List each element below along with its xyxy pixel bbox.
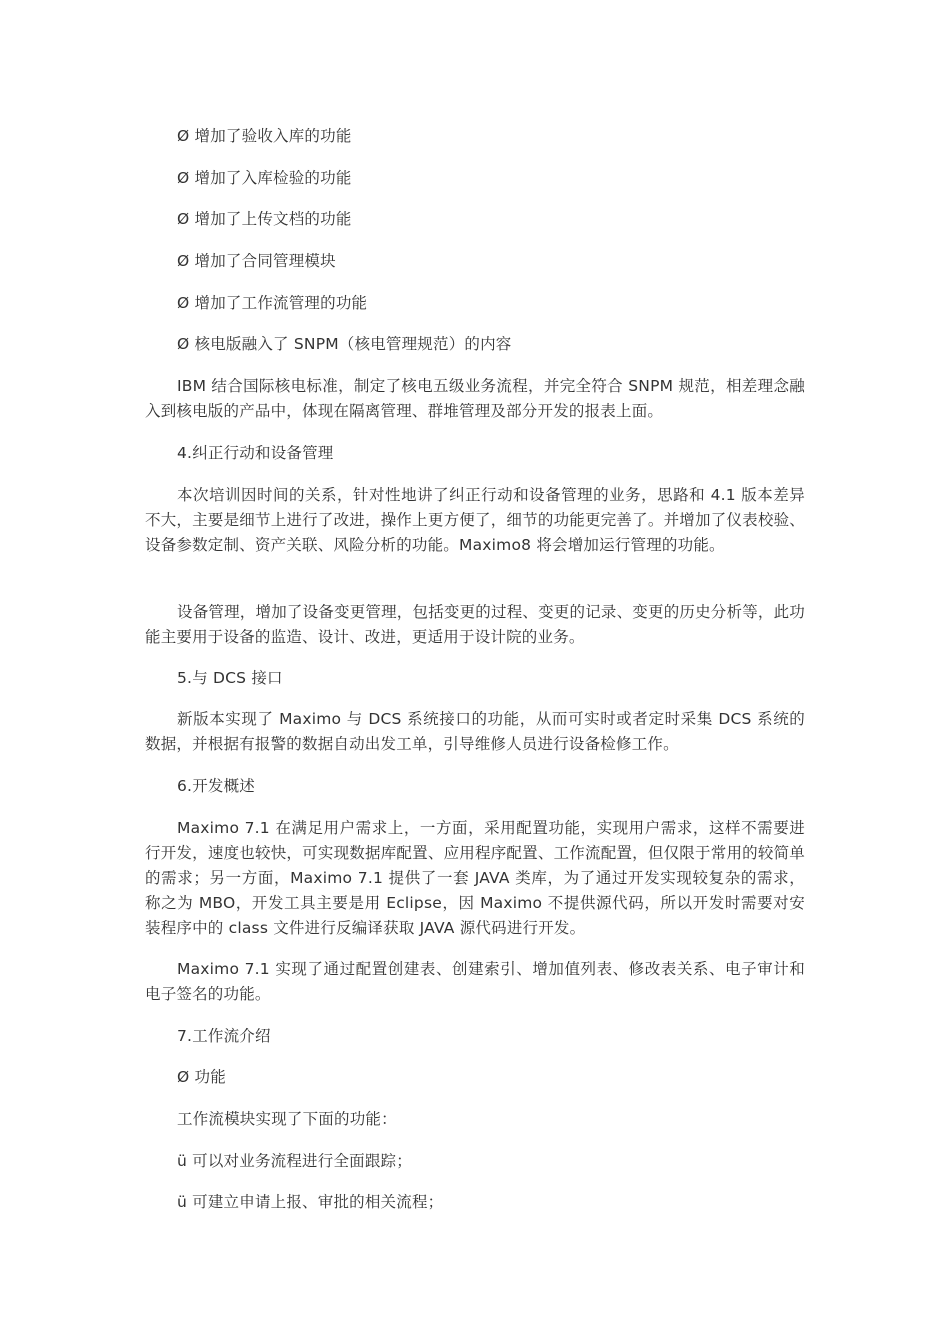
body-paragraph: 工作流模块实现了下面的功能： [177, 1110, 397, 1128]
section-heading: 5.与 DCS 接口 [177, 669, 283, 687]
body-paragraph: Maximo 7.1 实现了通过配置创建表、创建索引、增加值列表、修改表关系、电子审计和电子签名的功能。 [145, 960, 805, 1003]
body-paragraph: 本次培训因时间的关系，针对性地讲了纠正行动和设备管理的业务，思路和 4.1 版本差异不大，主要是细节上进行了改进，操作上更方便了，细节的功能更完善了。并增加了仪表校验、设备参数定制、资产关联、风险分析的功能。Maximo8 将会增加运行管理的功能。 [145, 486, 805, 554]
checklist-item: ü 可以对业务流程进行全面跟踪； [177, 1152, 412, 1170]
body-paragraph: IBM 结合国际核电标准，制定了核电五级业务流程，并完全符合 SNPM 规范，相差理念融入到核电版的产品中，体现在隔离管理、群堆管理及部分开发的报表上面。 [145, 377, 805, 420]
bullet-item: Ø 功能 [177, 1068, 226, 1086]
body-paragraph: Maximo 7.1 在满足用户需求上，一方面，采用配置功能，实现用户需求，这样不需要进行开发，速度也较快，可实现数据库配置、应用程序配置、工作流配置，但仅限于常用的较简单的需求；另一方面，Maximo 7.1 提供了一套 JAVA 类库，为了通过开发实现较复杂的需求，称之为 MBO，开发工具主要是用 Eclipse，因 Maximo 不提供源代码，所以开发时需要对安装程序中的 class 文件进行反编译获取 JAVA 源代码进行开发。 [145, 819, 805, 937]
bullet-item: Ø 增加了工作流管理的功能 [177, 294, 368, 312]
body-paragraph: 设备管理，增加了设备变更管理，包括变更的过程、变更的记录、变更的历史分析等，此功能主要用于设备的监造、设计、改进，更适用于设计院的业务。 [145, 603, 806, 646]
bullet-item: Ø 增加了入库检验的功能 [177, 169, 352, 187]
section-heading: 7.工作流介绍 [177, 1027, 271, 1045]
bullet-item: Ø 增加了上传文档的功能 [177, 210, 352, 228]
section-heading: 6.开发概述 [177, 777, 255, 795]
bullet-item: Ø 增加了验收入库的功能 [177, 127, 352, 145]
bullet-item: Ø 增加了合同管理模块 [177, 252, 336, 270]
body-paragraph: 新版本实现了 Maximo 与 DCS 系统接口的功能，从而可实时或者定时采集 DCS 系统的数据，并根据有报警的数据自动出发工单，引导维修人员进行设备检修工作。 [145, 710, 805, 753]
bullet-item: Ø 核电版融入了 SNPM（核电管理规范）的内容 [177, 335, 512, 353]
checklist-item: ü 可建立申请上报、审批的相关流程； [177, 1193, 444, 1211]
section-heading: 4.纠正行动和设备管理 [177, 444, 334, 462]
